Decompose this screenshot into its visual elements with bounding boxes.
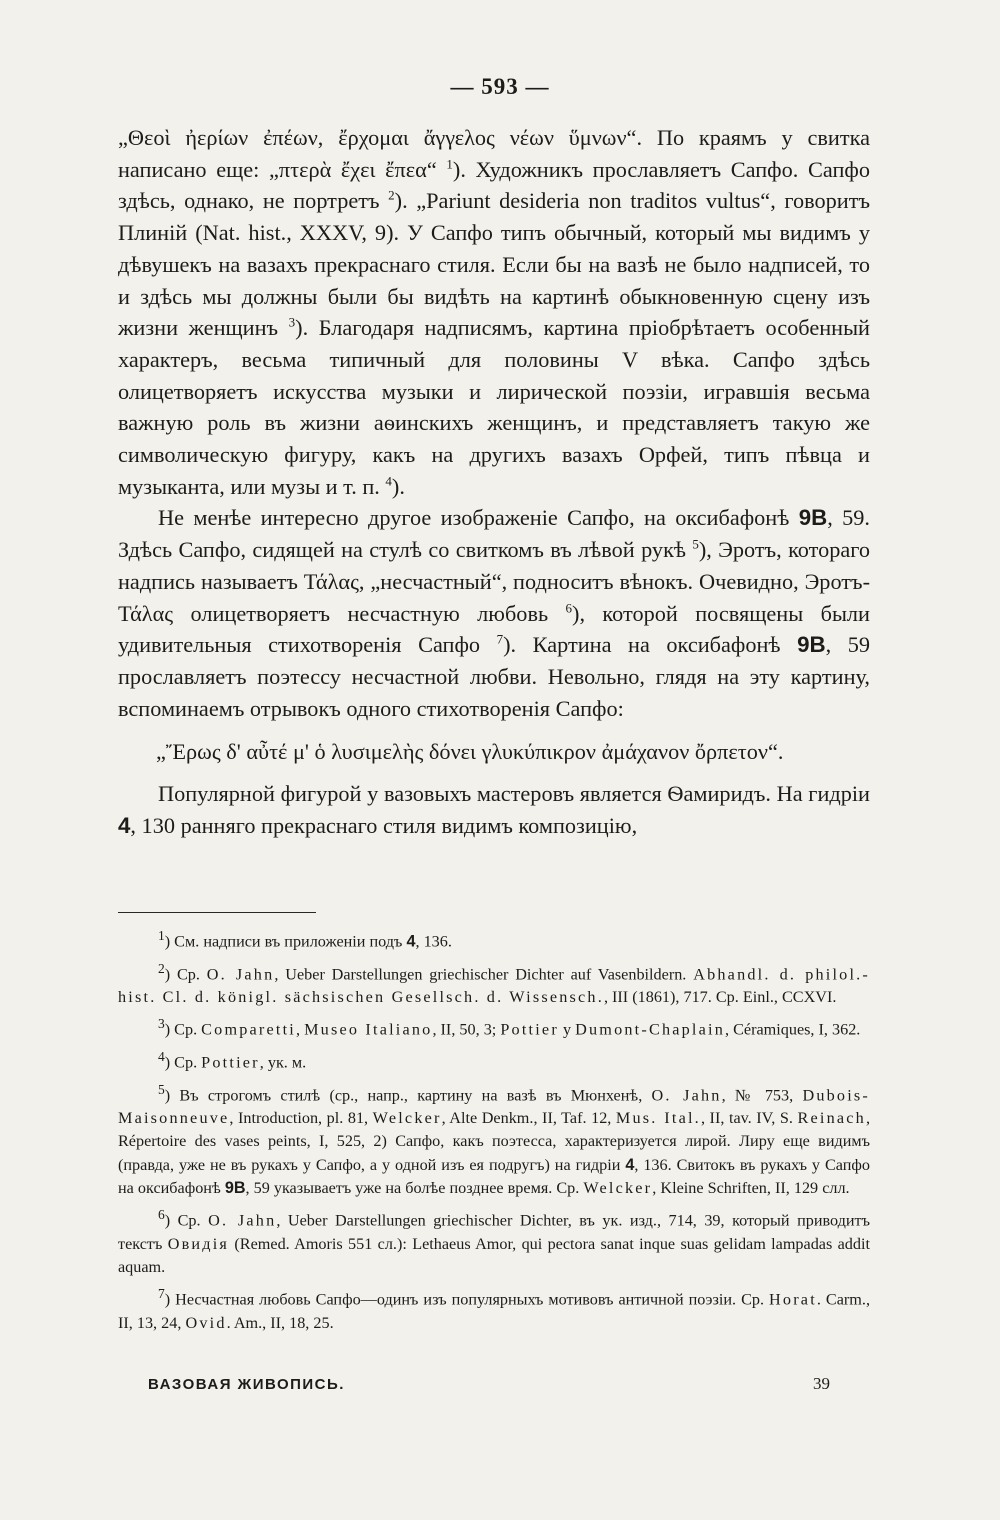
text-run: , II, 50, 3; [432, 1020, 501, 1039]
text-run: , Répertoire des vases peints, I, 525, 2) Сапфо, какъ поэтесса, характеризуется лирой. Лиру еще видимъ (правда, уже не въ рукахъ у Сапфо, а у одной изъ ея подругъ) на гидріи [118, 1109, 870, 1174]
footnote-ref: 4 [158, 1048, 165, 1064]
author-name: Horat [769, 1290, 817, 1309]
text-run: ) Несчастная любовь Сапфо—одинъ изъ популярныхъ мотивовъ античной поэзіи. Ср. [164, 1290, 770, 1309]
text-run: у [558, 1020, 576, 1039]
catalog-number: 9B [798, 505, 828, 531]
author-name: Welcker [372, 1109, 442, 1128]
footnote-ref: 1 [158, 928, 165, 943]
text-run: Не менѣе интересно другое изображеніе Сапфо, на оксибафонѣ [158, 505, 799, 531]
author-name: Mus. Ital. [615, 1109, 701, 1128]
author-name: Comparetti [201, 1020, 296, 1039]
footnote-ref: 2 [388, 187, 395, 203]
text-run: ), которой посвящены были удивительныя стихотворенія Сапфо [118, 600, 870, 658]
text-run: ) Ср. [164, 1053, 202, 1072]
author-name: Овидія [167, 1234, 230, 1253]
catalog-number: 4 [118, 812, 131, 838]
text-run: ) Ср. [164, 964, 207, 983]
page-number: — 593 — [450, 74, 550, 99]
author-name: Ovid [185, 1313, 227, 1332]
author-name: Dubois-Maisonneuve [118, 1085, 870, 1128]
footnote-rule [118, 912, 316, 913]
text-run: , Céramiques, I, 362. [725, 1020, 861, 1039]
footnote-ref: 7 [496, 631, 504, 647]
author-name: Pottier [500, 1020, 559, 1039]
text-run: , II, tav. IV, S. [700, 1109, 798, 1128]
text-run: ), Эротъ, котораго надпись называетъ Τάλας, „несчастный“, подноситъ вѣнокъ. Очевидно, Эротъ-Τάλας олицетворяетъ несчастную любовь [118, 537, 871, 626]
footnote [118, 957, 870, 1010]
text-run: , III (1861), 717. Ср. Einl., CCXVI. [603, 988, 837, 1007]
text-run: ). „Pariunt desideria non traditos vultus“, говоритъ Плиній (Nat. hist., XXXV, 9). У Сапфо типъ обычный, который мы видимъ у дѣвушекъ на вазахъ прекраснаго стиля. Если бы на вазѣ не было надписей, то и здѣсь мы должны были бы видѣть на картинѣ обыкновенную сцену изъ жизни женщинъ [118, 188, 870, 341]
footnote-ref: 5 [692, 536, 699, 552]
author-name: Reinach [797, 1109, 866, 1128]
text-run: , Introduction, pl. 81, [229, 1109, 373, 1128]
footnote [118, 924, 870, 954]
footnote-ref: 3 [288, 314, 296, 330]
text-run: ). [391, 473, 405, 499]
text-run: . Am., II, 18, 25. [226, 1313, 334, 1332]
text-run: , 136. Свитокъ въ рукахъ у Сапфо на оксибафонѣ [118, 1155, 870, 1197]
text-run: ) Ср. [164, 1211, 209, 1230]
catalog-number: 4 [625, 1155, 635, 1174]
signature-mark: ВАЗОВАЯ ЖИВОПИСЬ. [148, 1376, 345, 1393]
footnote-ref: 2 [158, 960, 165, 976]
footnotes [118, 924, 870, 1338]
text-run: , 59. Здѣсь Сапфо, сидящей на стулѣ со свиткомъ въ лѣвой рукѣ [118, 505, 870, 563]
text-run: ) Ср. [164, 1020, 202, 1039]
paragraph [118, 778, 870, 841]
footnote-ref: 1 [446, 156, 453, 172]
footnote [118, 1078, 870, 1200]
author-name: Abhandl. d. philol.-hist. Cl. d. königl. sächsischen Gesellsch. d. Wissensch. [118, 964, 871, 1007]
author-name: O. Jahn [208, 1211, 277, 1230]
text-run: , ук. м. [259, 1053, 307, 1072]
leaf-number: 39 [813, 1374, 830, 1393]
footnote-ref: 7 [158, 1285, 165, 1301]
text-run: ). Картина на оксибафонѣ [503, 632, 798, 658]
paragraph [118, 122, 870, 502]
text-run: , 59 указываетъ уже на болѣе позднее время. Ср. [245, 1178, 584, 1197]
footnote-ref: 4 [385, 473, 392, 489]
text-run: , Ueber Darstellungen griechischer Dichter auf Vasenbildern. [274, 964, 694, 983]
text-run: , 136. [415, 932, 452, 951]
text-run: Популярной фигурой у вазовыхъ мастеровъ является Ѳамиридъ. На гидріи [158, 781, 870, 807]
text-run: (Remed. Amoris 551 сл.): Lethaeus Amor, qui pectora sanat inque suas gelidam lampadas addit aquam. [118, 1234, 870, 1276]
page-footer [148, 1376, 830, 1394]
footnote [118, 1012, 870, 1042]
author-name: Museo Italiano [304, 1020, 433, 1039]
footnote [118, 1203, 870, 1279]
text-run: ) См. надписи въ приложеніи подъ [164, 932, 407, 951]
footnote-ref: 6 [158, 1206, 165, 1222]
greek-quotation [118, 736, 870, 768]
text-run: , № 753, [721, 1085, 803, 1104]
text-run: , Kleine Schriften, II, 129 слл. [652, 1178, 850, 1197]
author-name: O. Jahn [206, 964, 275, 983]
text-run: , 59 прославляетъ поэтессу несчастной любви. Невольно, глядя на эту картину, вспоминаемъ отрывокъ одного стихотворенія Сапфо: [118, 632, 871, 721]
footnote-ref: 3 [158, 1016, 165, 1032]
footnote-ref: 6 [565, 600, 573, 616]
catalog-number: 9B [224, 1178, 246, 1197]
paragraph [118, 502, 870, 724]
catalog-number: 4 [406, 932, 416, 951]
text-run: , Alte Denkm., II, Taf. 12, [441, 1109, 616, 1128]
text-run: ) Въ строгомъ стилѣ (ср., напр., картину на вазѣ въ Мюнхенѣ, [164, 1085, 652, 1104]
text-run: . Carm., II, 13, 24, [118, 1290, 870, 1332]
author-name: Dumont-Chaplain [575, 1020, 726, 1039]
main-text [118, 122, 870, 841]
text-run: „Θεοὶ ἠερίων ἐπέων, ἔρχομαι ἄγγελος νέων ὕμνων“. По краямъ у свитка написано еще: „πτερὰ ἔχει ἔπεα“ [118, 125, 870, 182]
catalog-number: 9B [797, 632, 826, 658]
text-run: ). Художникъ прославляетъ Сапфо. Сапфо здѣсь, однако, не портретъ [118, 156, 870, 214]
author-name: Pottier [201, 1053, 260, 1072]
footnote-ref: 5 [158, 1081, 165, 1097]
text-run: , Ueber Darstellungen griechischer Dichter, въ ук. изд., 714, 39, который приводитъ текстъ [118, 1211, 870, 1253]
text-run: ). Благодаря надписямъ, картина пріобрѣтаетъ особенный характеръ, весьма типичный для половины V вѣка. Сапфо здѣсь олицетворяетъ искусства музыки и лирической поэзіи, игравшія весьма важную роль въ жизни аѳинскихъ женщинъ, и представляетъ такую же символическую фигуру, какъ на другихъ вазахъ Орфей, типъ пѣвца и музыканта, или музы и т. п. [118, 315, 870, 499]
text-run: , [296, 1020, 305, 1039]
text-run: , 130 ранняго прекраснаго стиля видимъ композицію, [130, 812, 638, 838]
text-run: „Ἔρως δ' αὖτέ μ' ὁ λυσιμελὴς δόνει γλυκύπικρον ἀμάχανον ὄρπετον“. [156, 739, 784, 765]
footnote [118, 1045, 870, 1075]
author-name: O. Jahn [651, 1085, 722, 1104]
footnote [118, 1282, 870, 1335]
author-name: Welcker [583, 1178, 653, 1197]
